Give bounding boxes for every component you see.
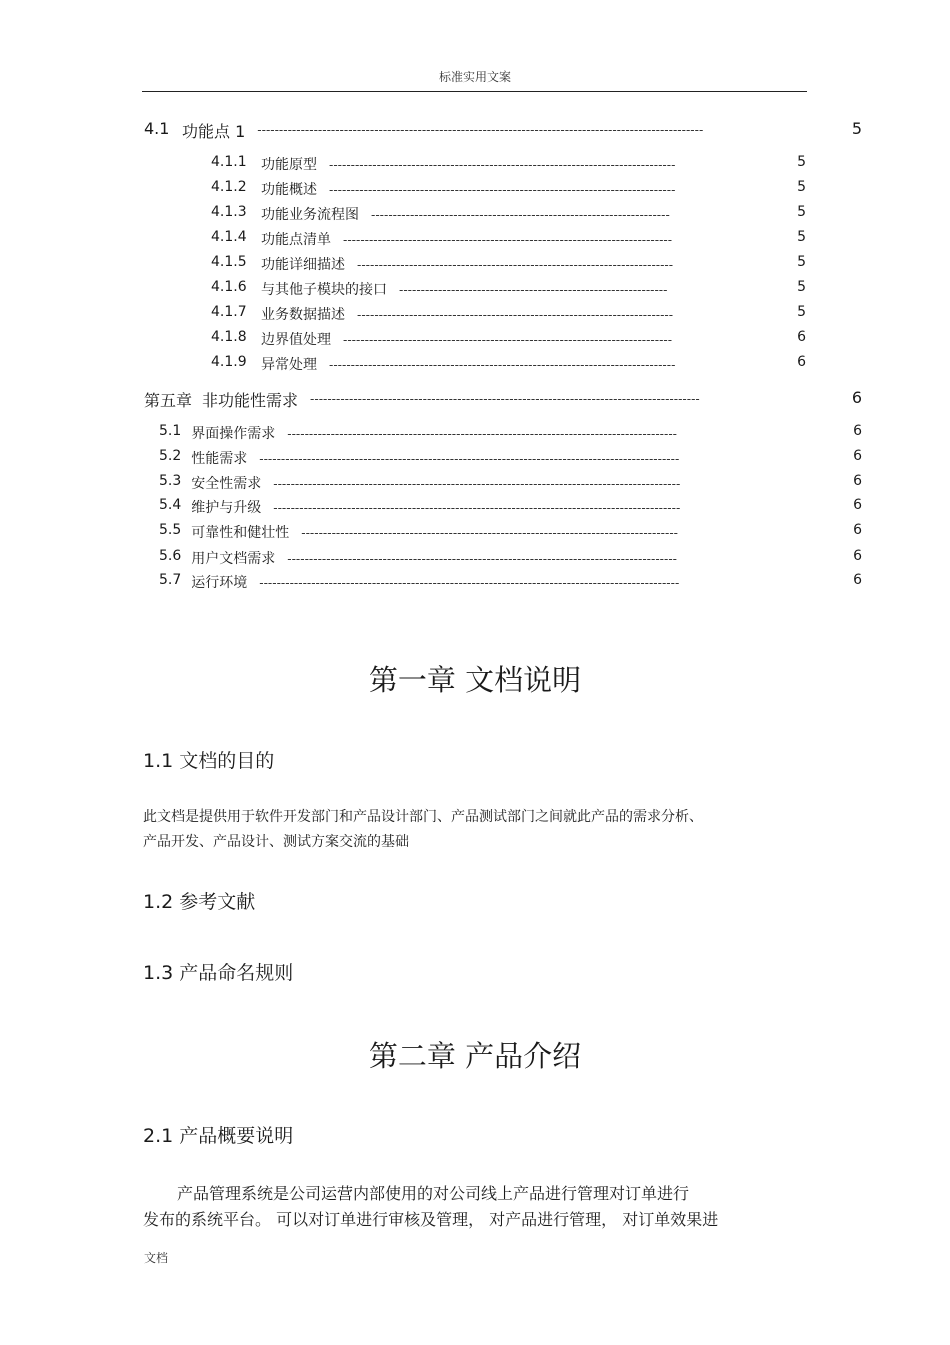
toc-entry-number: 第五章 bbox=[144, 391, 193, 410]
toc-entry-leader: ---------------------------------------------------------------------------------------------- bbox=[273, 477, 681, 491]
chapter-1-title: 第一章 文档说明 bbox=[368, 663, 582, 697]
section-1-1-paragraph-line-2: 产品开发、产品设计、测试方案交流的基础 bbox=[143, 834, 409, 850]
toc-entry[interactable] bbox=[0, 572, 950, 594]
toc-entry-page: 5 bbox=[797, 179, 806, 195]
toc-entry-leader: ---------------------------------------------------------------------------------------------- bbox=[273, 501, 681, 515]
toc-entry-leader: -------------------------------------------------------------------------------- bbox=[329, 158, 676, 172]
toc-entry-number: 5.3 bbox=[159, 473, 182, 489]
toc-entry-title: 异常处理 bbox=[261, 357, 317, 373]
toc-entry-number: 5.2 bbox=[159, 448, 182, 464]
toc-entry-title: 功能点清单 bbox=[261, 232, 331, 248]
toc-entry-number: 5.4 bbox=[159, 497, 182, 513]
toc-entry[interactable] bbox=[0, 522, 950, 544]
toc-entry-page: 6 bbox=[853, 572, 862, 588]
toc-entry-page: 6 bbox=[851, 388, 862, 407]
toc-entry-leader: ------------------------------------------------------------------------------------------------- bbox=[259, 576, 680, 590]
toc-entry-number: 5.7 bbox=[159, 572, 182, 588]
toc-entry-title: 维护与升级 bbox=[191, 500, 262, 516]
toc-entry[interactable] bbox=[0, 354, 950, 376]
toc-entry[interactable] bbox=[0, 448, 950, 470]
toc-entry-leader: ------------------------------------------------------------------------- bbox=[357, 258, 674, 272]
toc-entry-leader: ------------------------------------------------------------------------------------------------------- bbox=[257, 123, 704, 137]
toc-entry-page: 5 bbox=[797, 229, 806, 245]
toc-entry-number: 4.1.7 bbox=[211, 304, 247, 320]
toc-entry[interactable] bbox=[0, 204, 950, 226]
toc-entry-page: 6 bbox=[797, 329, 806, 345]
section-2-1-title: 2.1 产品概要说明 bbox=[143, 1125, 294, 1147]
toc-entry[interactable] bbox=[0, 548, 950, 570]
toc-entry-title: 功能业务流程图 bbox=[261, 207, 359, 223]
toc-entry-page: 5 bbox=[797, 279, 806, 295]
toc-entry-title: 安全性需求 bbox=[191, 476, 262, 492]
toc-entry-page: 6 bbox=[853, 423, 862, 439]
toc-entry-page: 6 bbox=[797, 354, 806, 370]
toc-entry-number: 5.6 bbox=[159, 548, 182, 564]
toc-entry-leader: ------------------------------------------------------------------------------------------------- bbox=[259, 452, 680, 466]
page-footer: 文档 bbox=[144, 1251, 169, 1265]
toc-entry[interactable] bbox=[0, 329, 950, 351]
toc-entry-number: 4.1.1 bbox=[211, 154, 247, 170]
section-2-1-paragraph-line-2: 发布的系统平台。 可以对订单进行审核及管理， 对产品进行管理， 对订单效果进 bbox=[143, 1210, 719, 1229]
toc-entry-page: 6 bbox=[853, 548, 862, 564]
toc-entry-title: 界面操作需求 bbox=[191, 426, 276, 442]
toc-entry-number: 4.1.8 bbox=[211, 329, 247, 345]
toc-entry-page: 5 bbox=[797, 254, 806, 270]
toc-entry-title: 非功能性需求 bbox=[202, 391, 299, 410]
toc-entry-leader: -------------------------------------------------------------- bbox=[399, 283, 668, 297]
toc-entry[interactable] bbox=[0, 388, 950, 410]
toc-entry-leader: --------------------------------------------------------------------------------------- bbox=[301, 526, 678, 540]
toc-entry-number: 5.1 bbox=[159, 423, 182, 439]
section-1-1-paragraph-line-1: 此文档是提供用于软件开发部门和产品设计部门、产品测试部门之间就此产品的需求分析、 bbox=[143, 809, 703, 825]
toc-entry[interactable] bbox=[0, 304, 950, 326]
toc-entry-number: 4.1.2 bbox=[211, 179, 247, 195]
section-1-3-title: 1.3 产品命名规则 bbox=[143, 962, 294, 984]
toc-entry[interactable] bbox=[0, 497, 950, 519]
toc-entry-title: 功能详细描述 bbox=[261, 257, 345, 273]
toc-entry-leader: --------------------------------------------------------------------- bbox=[371, 208, 670, 222]
toc-entry-page: 5 bbox=[851, 119, 862, 138]
toc-entry-title: 可靠性和健壮性 bbox=[191, 525, 290, 541]
section-2-1-paragraph-line-1: 产品管理系统是公司运营内部使用的对公司线上产品进行管理对订单进行 bbox=[177, 1184, 690, 1203]
toc-entry[interactable] bbox=[0, 179, 950, 201]
toc-entry-number: 4.1.6 bbox=[211, 279, 247, 295]
toc-entry-page: 6 bbox=[853, 497, 862, 513]
toc-entry-page: 6 bbox=[853, 473, 862, 489]
header-rule bbox=[142, 91, 807, 92]
toc-entry-number: 4.1.5 bbox=[211, 254, 247, 270]
toc-entry-number: 5.5 bbox=[159, 522, 182, 538]
toc-entry[interactable] bbox=[0, 119, 950, 141]
toc-entry-page: 6 bbox=[853, 448, 862, 464]
toc-entry-leader: -------------------------------------------------------------------------------- bbox=[329, 183, 676, 197]
toc-entry[interactable] bbox=[0, 154, 950, 176]
toc-entry-leader: ------------------------------------------------------------------------------------------ bbox=[287, 427, 677, 441]
toc-entry-number: 4.1.9 bbox=[211, 354, 247, 370]
toc-entry-number: 4.1.4 bbox=[211, 229, 247, 245]
page-header: 标准实用文案 bbox=[438, 70, 511, 84]
toc-entry-title: 运行环境 bbox=[191, 575, 248, 591]
toc-entry-number: 4.1 bbox=[144, 119, 170, 138]
toc-entry-leader: ------------------------------------------------------------------------------------------ bbox=[310, 392, 700, 406]
toc-entry-page: 5 bbox=[797, 204, 806, 220]
toc-entry-leader: ------------------------------------------------------------------------- bbox=[357, 308, 674, 322]
toc-entry-title: 功能点 1 bbox=[182, 122, 246, 141]
toc-entry-number: 4.1.3 bbox=[211, 204, 247, 220]
toc-entry-page: 6 bbox=[853, 522, 862, 538]
toc-entry-leader: ---------------------------------------------------------------------------- bbox=[343, 233, 673, 247]
toc-entry-title: 与其他子模块的接口 bbox=[261, 282, 387, 298]
section-1-1-title: 1.1 文档的目的 bbox=[143, 750, 275, 772]
toc-entry-page: 5 bbox=[797, 154, 806, 170]
toc-entry-leader: -------------------------------------------------------------------------------- bbox=[329, 358, 676, 372]
toc-entry-title: 业务数据描述 bbox=[261, 307, 345, 323]
toc-entry[interactable] bbox=[0, 473, 950, 495]
toc-entry[interactable] bbox=[0, 423, 950, 445]
toc-entry-title: 性能需求 bbox=[191, 451, 248, 467]
toc-entry-title: 边界值处理 bbox=[261, 332, 331, 348]
toc-entry[interactable] bbox=[0, 254, 950, 276]
toc-entry-title: 功能概述 bbox=[261, 182, 317, 198]
toc-entry-leader: ------------------------------------------------------------------------------------------ bbox=[287, 552, 677, 566]
toc-entry[interactable] bbox=[0, 279, 950, 301]
section-1-2-title: 1.2 参考文献 bbox=[143, 891, 256, 913]
chapter-2-title: 第二章 产品介绍 bbox=[368, 1039, 582, 1073]
toc-entry-title: 用户文档需求 bbox=[191, 551, 276, 567]
toc-entry-page: 5 bbox=[797, 304, 806, 320]
toc-entry-title: 功能原型 bbox=[261, 157, 317, 173]
toc-entry-leader: ---------------------------------------------------------------------------- bbox=[343, 333, 673, 347]
toc-entry[interactable] bbox=[0, 229, 950, 251]
